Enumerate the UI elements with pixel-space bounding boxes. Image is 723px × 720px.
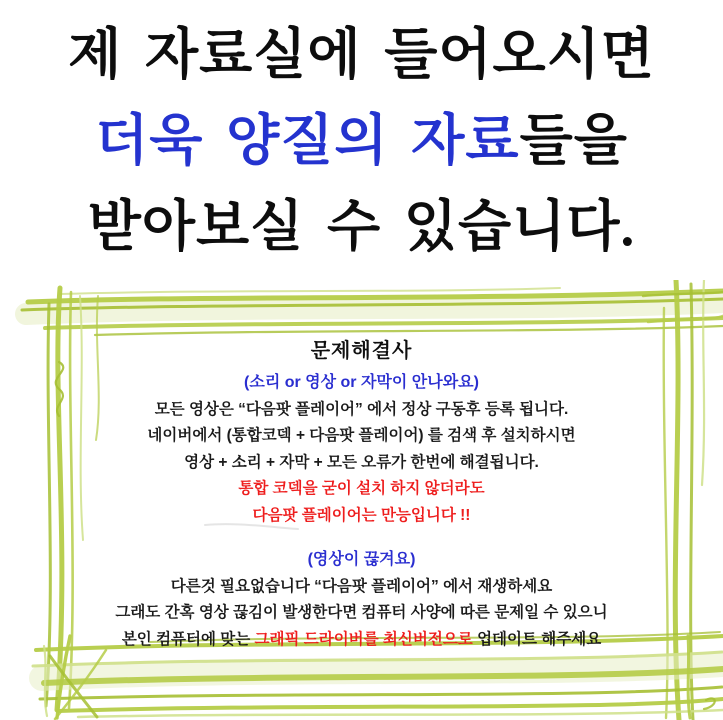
intro-line-2-highlight: 더욱 양질의 자료 bbox=[95, 110, 520, 171]
intro-line-2-rest: 들을 bbox=[519, 110, 628, 171]
intro-line-1: 제 자료실에 들어오시면 bbox=[68, 24, 655, 85]
section1-line-2: 네이버에서 (통합코덱 + 다음팟 플레이어) 를 검색 후 설치하시면 bbox=[147, 427, 576, 444]
intro-text bbox=[0, 0, 723, 270]
intro-line-3: 받아보실 수 있습니다. bbox=[87, 196, 636, 257]
notice-title: 문제해결사 bbox=[310, 340, 413, 362]
frame-top-border bbox=[22, 288, 723, 335]
intro-line-2 bbox=[0, 98, 723, 184]
section2-line-3-post: 업데이트 해주세요 bbox=[472, 630, 602, 648]
section1-line-3: 영상 + 소리 + 자막 + 모든 오류가 한번에 해결됩니다. bbox=[184, 453, 539, 471]
section2-line-3 bbox=[66, 627, 657, 654]
section1-warning-1: 통합 코덱을 굳이 설치 하지 않더라도 bbox=[238, 480, 485, 497]
section1-warning-2: 다음팟 플레이어는 만능입니다 !! bbox=[252, 506, 471, 524]
section1-heading: (소리 or 영상 or 자막이 안나와요) bbox=[244, 374, 479, 391]
section2-heading: (영상이 끊겨요) bbox=[307, 551, 416, 568]
section2-line-2: 그래도 간혹 영상 끊김이 발생한다면 컴퓨터 사양에 따른 문제일 수 있으니 bbox=[115, 604, 608, 621]
section1-line-1: 모든 영상은 “다음팟 플레이어” 에서 정상 구동후 등록 됩니다. bbox=[154, 400, 569, 418]
section2-line-1: 다른것 필요없습니다 “다음팟 플레이어” 에서 재생하세요 bbox=[170, 577, 553, 595]
notice-box bbox=[0, 280, 723, 720]
section2-line-3-pre: 본인 컴퓨터에 맞는 bbox=[121, 630, 255, 648]
notice-content bbox=[66, 340, 657, 653]
section2-line-3-highlight: 그래픽 드라이버를 최신버전으로 bbox=[254, 630, 473, 648]
